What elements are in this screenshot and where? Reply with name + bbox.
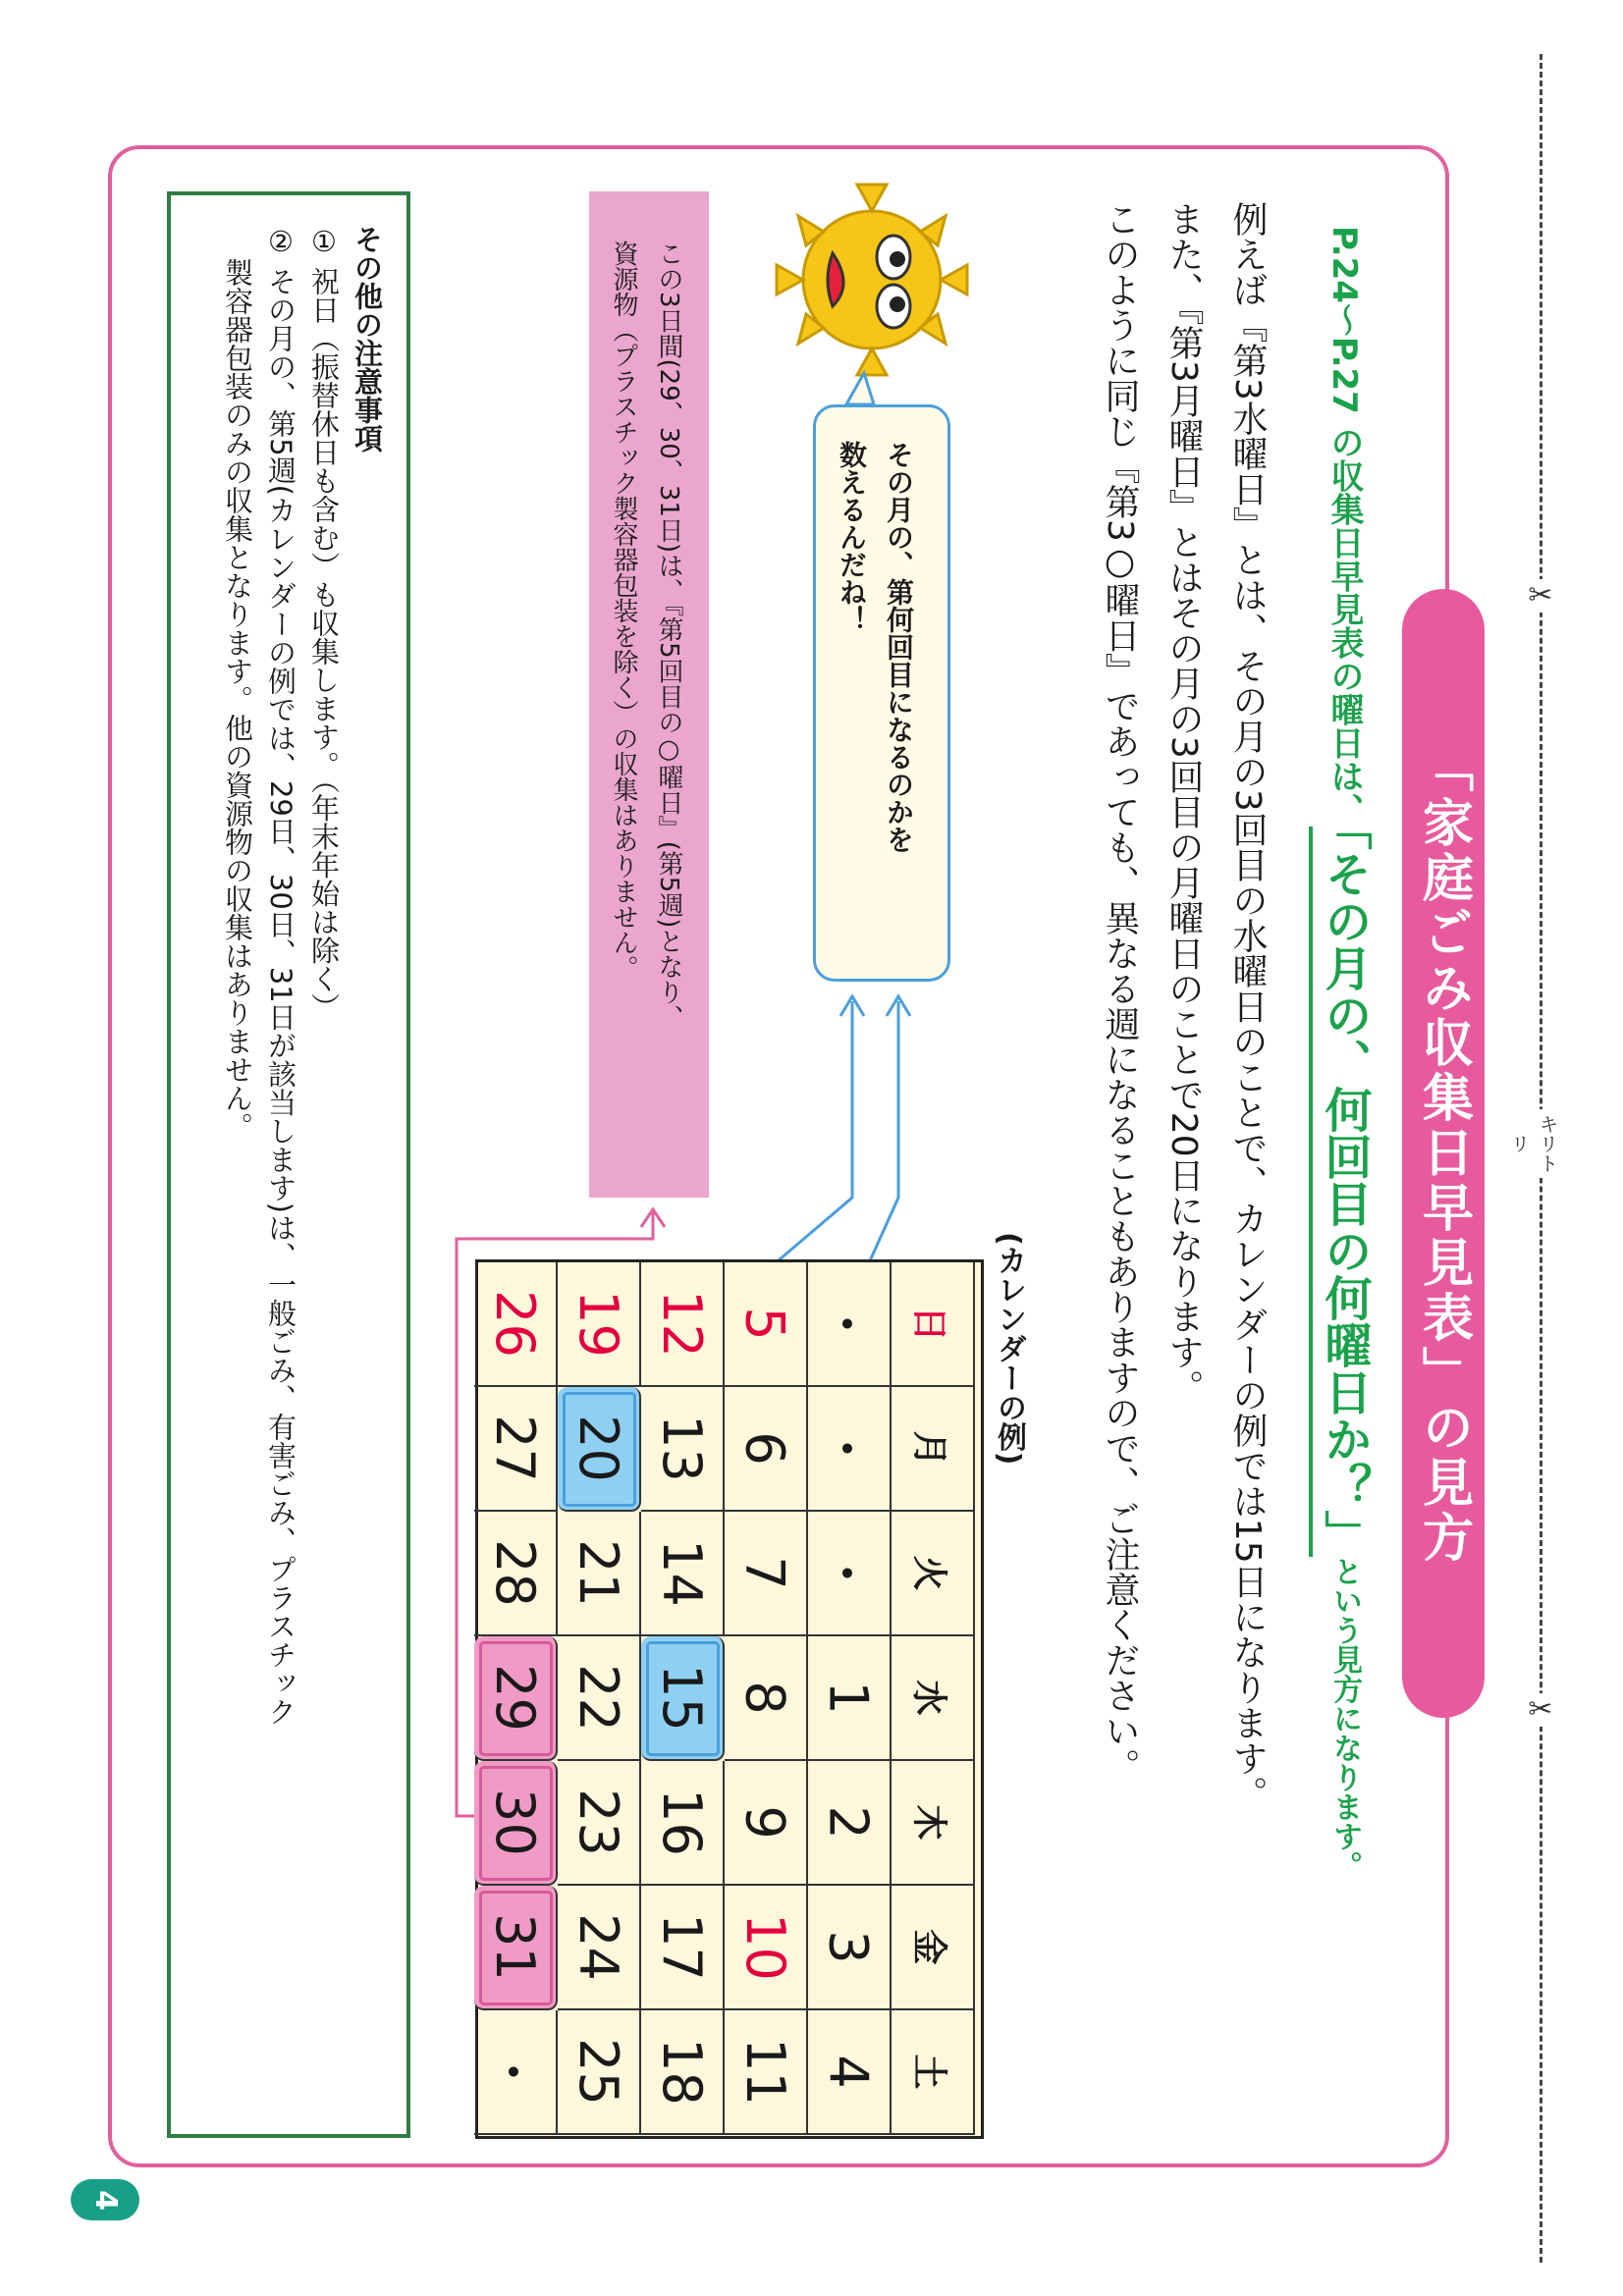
lead-emphasis: 「その月の、何回目の何曜日か？」 (1309, 827, 1372, 1557)
calendar-day-cell (725, 1262, 808, 1387)
calendar-day-cell (641, 1512, 725, 1636)
calendar-cell-text: 15 (651, 1664, 713, 1732)
body-line-3: このように同じ『第3○曜日』であっても、異なる週になることもありますので、ご注意ください。 (1100, 201, 1140, 1784)
calendar-day-cell (641, 1886, 725, 2010)
calendar-day-cell (641, 1761, 725, 1886)
calendar-example (475, 1259, 984, 2139)
calendar-cell-text: 30 (484, 1789, 546, 1856)
calendar-cell-text: ・ (480, 2045, 542, 2099)
notes-content (216, 225, 389, 1726)
calendar-cell-text: 日 (908, 1306, 949, 1342)
calendar-day-cell (474, 1387, 558, 1512)
calendar-weekday-header (892, 1262, 975, 1387)
calendar-cell-text: 20 (568, 1415, 629, 1482)
page-title: 「家庭ごみ収集日早見表」の見方 (1402, 589, 1485, 1718)
calendar-cell-text: 8 (733, 1681, 796, 1715)
calendar-day-cell (808, 1262, 892, 1387)
calendar-day-cell (725, 1512, 808, 1636)
calendar-cell-text: 火 (908, 1555, 949, 1591)
pink-note-line-1: この3日間(29、30、31日)は、『第5回目の○曜日』(第5週)となり、 (654, 240, 683, 1031)
calendar-cell-text: 12 (651, 1290, 713, 1358)
calendar-cell-text: 18 (651, 2038, 713, 2106)
calendar-cell-text: 19 (568, 1290, 629, 1358)
calendar-day-cell (725, 1886, 808, 2010)
calendar-day-cell (725, 1387, 808, 1512)
calendar-cell-text: 3 (817, 1930, 880, 1964)
calendar-day-cell (641, 1387, 725, 1512)
notes-box (167, 191, 410, 2138)
calendar-day-cell (558, 1512, 641, 1636)
calendar-cell-text: 28 (484, 1539, 546, 1607)
calendar-cell-text: ・ (814, 1297, 876, 1351)
calendar-cell-text: 金 (908, 1929, 949, 1965)
calendar-day-cell (725, 1761, 808, 1886)
calendar-weekday-header (892, 1761, 975, 1886)
notes-heading: その他の注意事項 (351, 225, 384, 453)
scissors-icon: ✂ (1524, 579, 1557, 613)
calendar-day-cell (808, 1886, 892, 2010)
lead-pre: P.24〜P.27 の収集日早見表の曜日は、 (1325, 226, 1364, 827)
calendar-cell-text: 21 (568, 1539, 629, 1607)
bubble-line-1: その月の、第何回目になるのかを (883, 441, 915, 853)
calendar-day-cell (474, 1262, 558, 1387)
notes-item-2-cont: 製容器包装のみの収集となります。他の資源物の収集はありません。 (221, 258, 254, 1141)
calendar-cell-text: 24 (568, 1913, 629, 1981)
calendar-day-cell (725, 2010, 808, 2135)
speech-bubble (813, 404, 950, 982)
calendar-cell-text: 16 (651, 1789, 713, 1856)
body-line-1: 例えば『第3水曜日』とは、その月の3回目の水曜日のことで、カレンダーの例では15日になります。 (1227, 201, 1268, 1811)
calendar-day-cell (641, 2010, 725, 2135)
calendar-day-cell (808, 1636, 892, 1761)
calendar-cell-text: 1 (817, 1681, 880, 1715)
calendar-day-cell (808, 2010, 892, 2135)
calendar-cell-text: ・ (814, 1546, 876, 1600)
lead-post: という見方になります。 (1327, 1556, 1362, 1881)
calendar-day-cell (474, 2010, 558, 2135)
pink-note-text (601, 240, 691, 1030)
calendar-cell-text: 17 (651, 1913, 713, 1981)
calendar-cell-text: 10 (734, 1913, 796, 1981)
calendar-weekday-header (892, 1886, 975, 2010)
calendar-cell-text: 2 (817, 1805, 880, 1840)
calendar-cell-text: 13 (651, 1415, 713, 1482)
notes-item-1: ① 祝日（振替休日も含む）も収集します。（年末年始は除く） (307, 225, 341, 1022)
calendar-day-cell (474, 1886, 558, 2010)
calendar-cell-text: 22 (568, 1664, 629, 1732)
calendar-cell-text: 31 (484, 1913, 546, 1981)
page-number (71, 2179, 139, 2220)
pink-note-line-2: 資源物（プラスチック製容器包装を除く）の収集はありません。 (609, 240, 638, 981)
calendar-day-cell (474, 1512, 558, 1636)
calendar-cell-text: 5 (733, 1307, 796, 1341)
calendar-cell-text: 土 (908, 2054, 949, 2090)
calendar-cell-text: ・ (814, 1421, 876, 1475)
calendar-day-cell (474, 1636, 558, 1761)
body-line-2: また、『第3月曜日』とはその月の3回目の月曜日のことで20日になります。 (1163, 201, 1204, 1405)
calendar-day-cell (558, 1886, 641, 2010)
calendar-day-cell (808, 1761, 892, 1886)
notes-item-2: ② その月の、第5週(カレンダーの例では、29日、30日、31日が該当します)は、一般ごみ、有害ごみ、プラスチック (264, 225, 298, 1727)
calendar-day-cell (558, 2010, 641, 2135)
calendar-cell-text: 29 (484, 1664, 546, 1732)
calendar-day-cell (808, 1512, 892, 1636)
calendar-weekday-header (892, 1387, 975, 1512)
calendar-day-cell (558, 1387, 641, 1512)
calendar-cell-text: 27 (484, 1415, 546, 1482)
calendar-day-cell (558, 1636, 641, 1761)
calendar-day-cell (641, 1636, 725, 1761)
bubble-line-2: 数えるんだね！ (836, 441, 868, 633)
calendar-cell-text: 月 (908, 1430, 949, 1467)
bubble-tail (846, 373, 874, 404)
calendar-cell-text: 26 (484, 1290, 546, 1358)
pink-note-box (589, 191, 709, 1198)
calendar-cell-text: 9 (733, 1805, 796, 1840)
mascot-icon (777, 185, 967, 375)
calendar-cell-text: 木 (908, 1804, 949, 1841)
calendar-day-cell (558, 1262, 641, 1387)
calendar-day-cell (474, 1761, 558, 1886)
calendar-weekday-header (892, 1636, 975, 1761)
calendar-cell-text: 6 (733, 1431, 796, 1466)
calendar-weekday-header (892, 1512, 975, 1636)
bubble-text (828, 441, 922, 853)
calendar-cell-text: 25 (568, 2038, 629, 2106)
calendar-day-cell (641, 1262, 725, 1387)
cut-label: キリトリ (1517, 1109, 1562, 1178)
calendar-caption: (カレンダーの例) (992, 1232, 1026, 1466)
page-number-text: 4 (87, 2189, 123, 2211)
calendar-day-cell (808, 1387, 892, 1512)
calendar-cell-text: 14 (651, 1539, 713, 1607)
calendar-day-cell (725, 1636, 808, 1761)
scissors-icon: ✂ (1524, 1693, 1557, 1727)
calendar-cell-text: 7 (733, 1556, 796, 1590)
calendar-cell-text: 水 (908, 1680, 949, 1716)
calendar-cell-text: 23 (568, 1789, 629, 1856)
calendar-cell-text: 4 (817, 2055, 880, 2089)
calendar-day-cell (558, 1761, 641, 1886)
calendar-cell-text: 11 (734, 2038, 796, 2106)
calendar-weekday-header (892, 2010, 975, 2135)
